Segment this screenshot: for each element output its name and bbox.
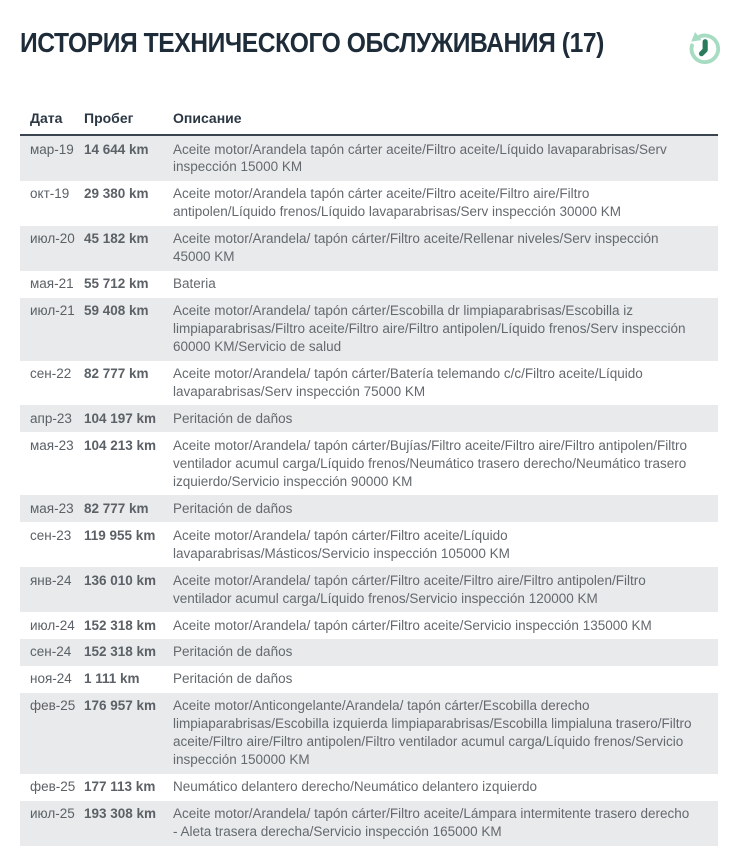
cell-mileage: 152 318 km (84, 644, 157, 660)
cell-mileage: 119 955 km (84, 527, 156, 543)
cell-description: Aceite motor/Arandela/ tapón cárter/Filtro aceite/Rellenar niveles/Serv inspección 45000 KM (173, 231, 659, 265)
cell-mileage: 59 408 km (84, 303, 149, 319)
column-header-mileage: Пробег (84, 106, 173, 135)
cell-description: Aceite motor/Arandela/ tapón cárter/Filtro aceite/Líquido lavaparabrisas/Másticos/Servicio inspección 105000 KM (173, 527, 510, 561)
cell-description: Aceite motor/Anticongelante/Arandela/ tapón cárter/Escobilla derecho limpiaparabrisas/Escobilla izquierda limpiaparabrisas/Escobilla limpialuna trasero/Filtro aceite/Filtro aire/Filtro antipolen/Filtro ventilador acumul carga/Líquido frenos/Servicio inspección 150000 KM (173, 698, 692, 768)
cell-description: Peritación de daños (173, 410, 293, 426)
table-row (20, 271, 718, 298)
table-row (20, 693, 718, 774)
cell-mileage: 193 308 km (84, 806, 157, 822)
cell-date: июл-21 (30, 303, 75, 319)
cell-date: окт-19 (30, 186, 70, 202)
cell-mileage: 82 777 km (84, 366, 149, 382)
table-row (20, 361, 718, 406)
cell-mileage: 104 197 km (84, 410, 157, 426)
cell-mileage: 176 957 km (84, 698, 157, 714)
table-row (20, 432, 718, 495)
cell-date: мая-21 (30, 276, 74, 292)
cell-description: Aceite motor/Arandela tapón cárter aceite/Filtro aceite/Líquido lavaparabrisas/Serv inspección 15000 KM (173, 141, 667, 175)
table-row (20, 405, 718, 432)
cell-date: апр-23 (30, 410, 72, 426)
cell-mileage: 136 010 km (84, 572, 157, 588)
cell-description: Peritación de daños (173, 671, 293, 687)
cell-description: Aceite motor/Arandela/ tapón cárter/Bujías/Filtro aceite/Filtro aire/Filtro antipolen/Filtro ventilador acumul carga/Líquido frenos/Neumático trasero derecho/Neumático trasero izquierdo/Servicio inspección 90000 KM (173, 437, 687, 489)
cell-description: Aceite motor/Arandela/ tapón cárter/Filtro aceite/Servicio inspección 135000 KM (173, 617, 652, 633)
service-history-table-body (20, 135, 718, 846)
cell-date: сен-24 (30, 644, 72, 660)
section-header (20, 24, 718, 68)
service-history-table (20, 106, 718, 846)
table-row (20, 181, 718, 226)
cell-date: фев-25 (30, 779, 76, 795)
cell-mileage: 55 712 km (84, 276, 149, 292)
cell-mileage: 29 380 km (84, 186, 149, 202)
table-row (20, 226, 718, 271)
page-title: ИСТОРИЯ ТЕХНИЧЕСКОГО ОБСЛУЖИВАНИЯ (17) (20, 27, 604, 58)
table-row (20, 801, 718, 846)
table-row (20, 135, 718, 181)
cell-date: мар-19 (30, 141, 74, 157)
table-row (20, 774, 718, 801)
cell-date: фев-25 (30, 698, 76, 714)
cell-mileage: 1 111 km (84, 671, 140, 687)
cell-mileage: 14 644 km (84, 141, 149, 157)
cell-date: сен-23 (30, 527, 72, 543)
cell-mileage: 152 318 km (84, 617, 157, 633)
table-row (20, 666, 718, 693)
cell-date: мая-23 (30, 500, 74, 516)
cell-mileage: 104 213 km (84, 437, 157, 453)
table-row (20, 298, 718, 361)
cell-description: Neumático delantero derecho/Neumático delantero izquierdo (173, 779, 537, 795)
cell-description: Aceite motor/Arandela/ tapón cárter/Escobilla dr limpiaparabrisas/Escobilla iz limpiaparabrisas/Filtro aceite/Filtro aire/Filtro antipolen/Líquido frenos/Serv inspección 60000 KM/Servicio de salud (173, 303, 686, 355)
cell-date: сен-22 (30, 366, 72, 382)
cell-description: Aceite motor/Arandela/ tapón cárter/Filtro aceite/Filtro aire/Filtro antipolen/Filtro ventilador acumul carga/Líquido frenos/Servicio inspección 120000 KM (173, 572, 646, 606)
table-row (20, 567, 718, 612)
cell-date: мая-23 (30, 437, 74, 453)
table-row (20, 639, 718, 666)
cell-date: июл-25 (30, 806, 75, 822)
column-header-description: Описание (173, 106, 718, 135)
cell-date: июл-20 (30, 231, 75, 247)
table-row (20, 495, 718, 522)
table-row (20, 522, 718, 567)
cell-mileage: 82 777 km (84, 500, 149, 516)
table-header-row (20, 106, 718, 135)
cell-mileage: 45 182 km (84, 231, 149, 247)
cell-description: Aceite motor/Arandela/ tapón cárter/Batería telemando c/c/Filtro aceite/Líquido lavaparabrisas/Serv inspección 75000 KM (173, 366, 643, 399)
cell-description: Aceite motor/Arandela tapón cárter aceite/Filtro aceite/Filtro aire/Filtro antipolen/Líquido frenos/Líquido lavaparabrisas/Serv inspección 30000 KM (173, 186, 622, 220)
table-row (20, 612, 718, 639)
cell-mileage: 177 113 km (84, 779, 156, 795)
cell-date: июл-24 (30, 617, 75, 633)
cell-date: янв-24 (30, 572, 72, 588)
cell-description: Peritación de daños (173, 644, 293, 660)
column-header-date: Дата (20, 106, 84, 135)
cell-date: ноя-24 (30, 671, 72, 687)
cell-description: Aceite motor/Arandela/ tapón cárter/Filtro aceite/Lámpara intermitente trasero derecho - Aleta trasera derecha/Servicio inspección 165000 KM (173, 806, 690, 840)
cell-description: Peritación de daños (173, 500, 293, 516)
cell-description: Bateria (173, 276, 216, 292)
history-restore-icon (684, 28, 724, 68)
